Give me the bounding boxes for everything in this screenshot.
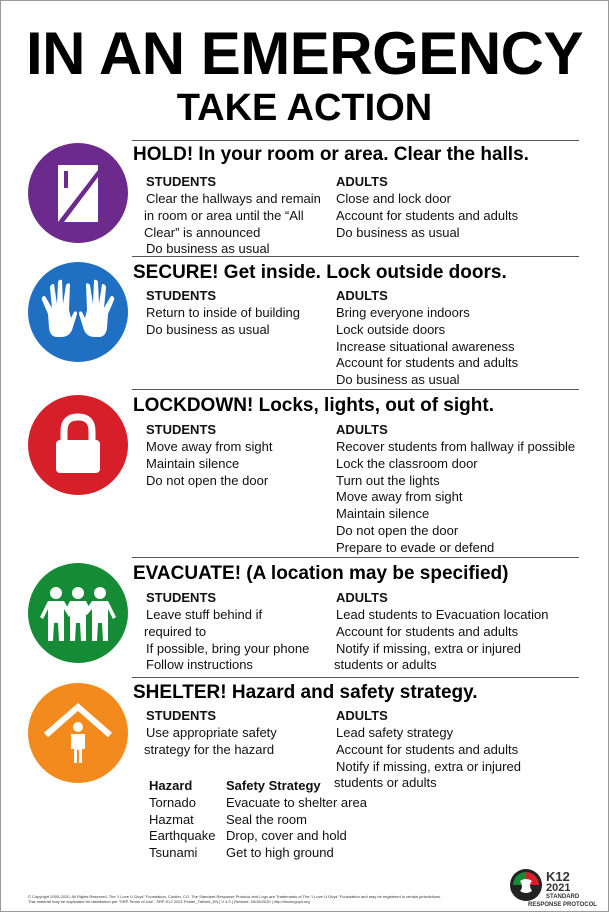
shelter-person-icon	[28, 683, 128, 783]
list-item: Do not open the door	[336, 522, 459, 538]
people-group-icon	[28, 563, 128, 663]
hold-adults	[336, 174, 596, 241]
list-item: Do business as usual	[146, 321, 270, 337]
copyright-footer	[28, 894, 508, 904]
evacuate-students	[146, 590, 334, 674]
hazard-cell: Tsunami	[149, 845, 198, 861]
list-item: Turn out the lights	[336, 472, 440, 488]
logo-standard: STANDARD	[546, 894, 580, 900]
list-item: Increase situational awareness	[336, 338, 515, 354]
list-item: Use appropriate safety	[146, 725, 277, 740]
secure-heading: SECURE! Get inside. Lock outside doors.	[133, 262, 507, 283]
hold-students	[146, 174, 334, 258]
list-item: Maintain silence	[336, 506, 430, 522]
divider	[132, 389, 579, 390]
divider	[132, 677, 579, 678]
padlock-icon	[28, 395, 128, 495]
list-item: Recover students from hallway if possible	[336, 439, 576, 454]
hold-heading: HOLD! In your room or area. Clear the halls.	[133, 144, 529, 165]
lockdown-adults	[336, 422, 596, 557]
shelter-adults	[336, 708, 596, 792]
list-item: Bring everyone indoors	[336, 305, 470, 320]
list-item: Lock the classroom door	[336, 455, 478, 471]
table-row	[149, 795, 367, 812]
list-item: Account for students and adults	[336, 355, 519, 371]
list-item: If possible, bring your phone	[146, 640, 310, 656]
list-item: Clear” is announced	[144, 224, 261, 240]
list-item: students or adults	[334, 775, 437, 791]
list-item: Follow instructions	[146, 657, 253, 673]
hazard-cell: Earthquake	[149, 828, 216, 844]
lockdown-heading: LOCKDOWN! Locks, lights, out of sight.	[133, 395, 494, 416]
list-item: Prepare to evade or defend	[336, 539, 495, 555]
hazard-table	[149, 778, 367, 862]
list-item: Leave stuff behind if	[146, 607, 263, 622]
shelter-students	[146, 708, 334, 759]
list-item: Notify if missing, extra or injured	[336, 758, 521, 774]
list-item: Lead students to Evacuation location	[336, 607, 549, 622]
list-item: Return to inside of building	[146, 305, 300, 320]
strategy-cell: Seal the room	[226, 811, 307, 827]
students-label: STUDENTS	[146, 708, 217, 723]
list-item: students or adults	[334, 657, 437, 673]
adults-label: ADULTS	[336, 288, 388, 303]
srp-logo-mark-icon	[510, 869, 542, 901]
list-item: Lead safety strategy	[336, 725, 454, 740]
strategy-cell: Evacuate to shelter area	[226, 794, 367, 810]
students-label: STUDENTS	[146, 422, 217, 437]
list-item: Clear the hallways and remain	[146, 191, 321, 206]
list-item: Do not open the door	[146, 472, 269, 488]
hazard-table-header	[149, 778, 367, 795]
list-item: Move away from sight	[336, 489, 463, 505]
list-item: Lock outside doors	[336, 321, 446, 337]
list-item: Notify if missing, extra or injured	[336, 640, 521, 656]
poster-subtitle: TAKE ACTION	[176, 87, 433, 129]
list-item: Account for students and adults	[336, 207, 519, 223]
adults-label: ADULTS	[336, 708, 388, 723]
list-item: Do business as usual	[336, 372, 460, 388]
shelter-heading: SHELTER! Hazard and safety strategy.	[133, 682, 478, 703]
table-row	[149, 845, 367, 862]
hazard-cell: Tornado	[149, 794, 196, 810]
list-item: in room or area until the “All	[144, 207, 304, 223]
logo-response-protocol: RESPONSE PROTOCOL	[528, 902, 597, 908]
students-label: STUDENTS	[146, 590, 217, 605]
door-icon	[28, 143, 128, 243]
table-row	[149, 828, 367, 845]
list-item: Account for students and adults	[336, 741, 519, 757]
adults-label: ADULTS	[336, 422, 388, 437]
secure-students	[146, 288, 334, 339]
students-label: STUDENTS	[146, 288, 217, 303]
list-item: required to	[144, 623, 207, 639]
lockdown-students	[146, 422, 334, 489]
hazard-column-header: Hazard	[149, 778, 193, 793]
evacuate-adults	[336, 590, 596, 674]
logo-year: 2021	[546, 882, 571, 894]
footer-line: This material may be duplicated for distribution per “SRP Terms of Use”. SRP K12 2021 Poster_Tabloid_EN | V 4.0 | Revised: 05/26/2020 | http://iloveuguys.org	[28, 899, 310, 904]
adults-label: ADULTS	[336, 590, 388, 605]
divider	[132, 140, 579, 141]
list-item: Do business as usual	[336, 224, 460, 240]
footer-line: © Copyright 2009-2020, All Rights Reserved. The “I Love U Guys” Foundation. Conifer, CO. The Standard Response Protocol and Logo are Trademarks of The “I Love U Guys” Foundation and may be registered in certain jurisdictions.	[28, 894, 442, 899]
adults-label: ADULTS	[336, 174, 388, 189]
divider	[132, 557, 579, 558]
list-item: Maintain silence	[146, 455, 240, 471]
srp-logo	[510, 866, 600, 910]
secure-adults	[336, 288, 596, 389]
strategy-cell: Drop, cover and hold	[226, 828, 347, 844]
list-item: Do business as usual	[146, 241, 270, 257]
list-item: strategy for the hazard	[144, 741, 275, 757]
students-label: STUDENTS	[146, 174, 217, 189]
evacuate-heading: EVACUATE! (A location may be specified)	[133, 563, 509, 584]
hazard-cell: Hazmat	[149, 811, 194, 827]
strategy-cell: Get to high ground	[226, 845, 334, 861]
poster-title: IN AN EMERGENCY	[26, 20, 583, 87]
logo-k12: K12	[546, 869, 570, 884]
table-row	[149, 812, 367, 829]
strategy-column-header: Safety Strategy	[226, 778, 321, 793]
list-item: Move away from sight	[146, 439, 273, 454]
list-item: Close and lock door	[336, 191, 451, 206]
list-item: Account for students and adults	[336, 623, 519, 639]
hands-icon	[28, 262, 128, 362]
